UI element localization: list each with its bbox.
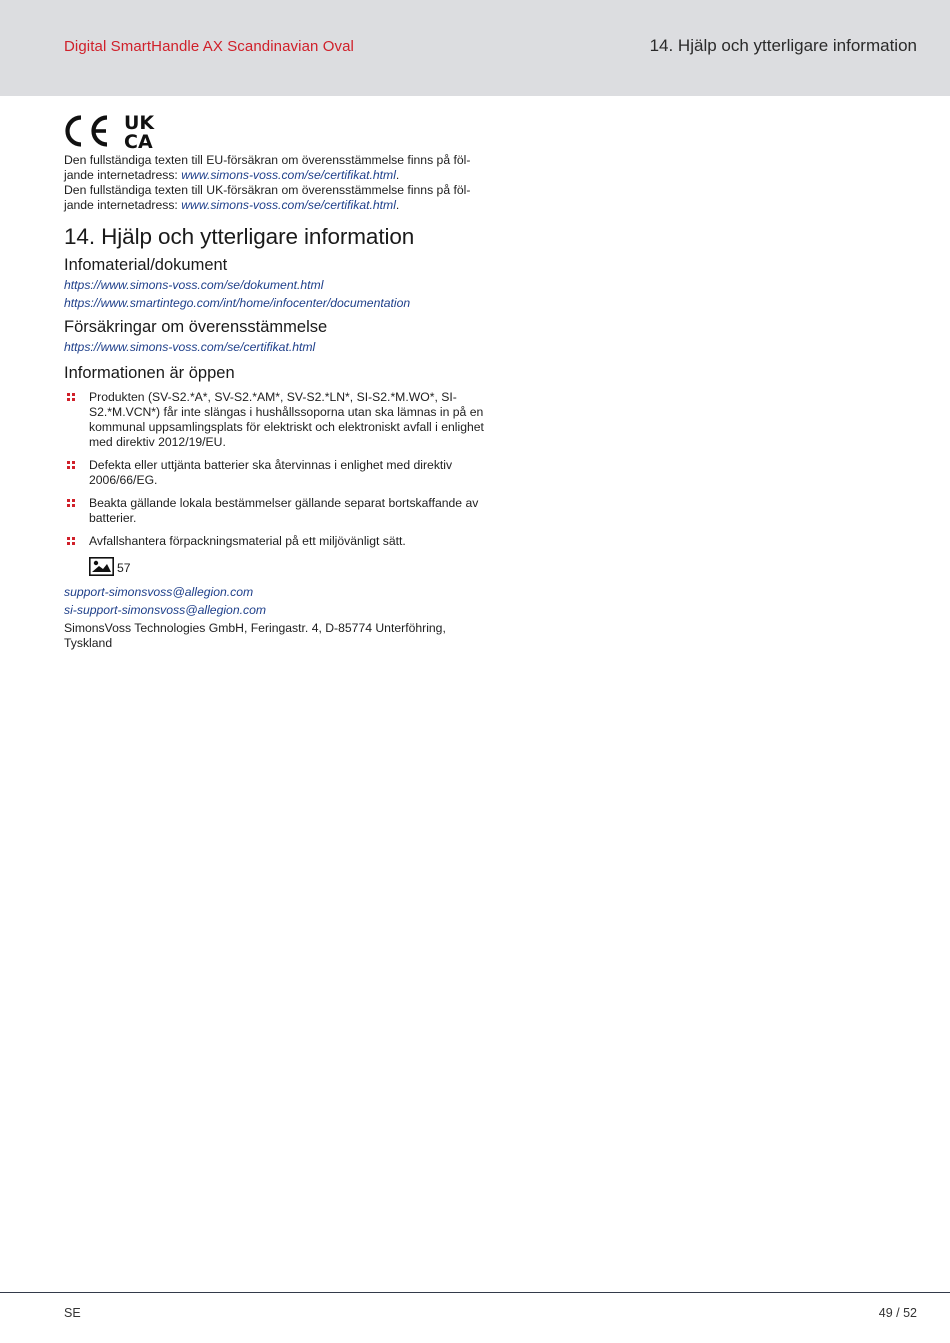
bullet-icon [67,499,75,507]
eu-declaration-link[interactable]: www.simons-voss.com/se/certifikat.html [181,168,396,182]
conformity-heading: Försäkringar om överensstämmelse [64,318,328,336]
chapter-title: 14. Hjälp och ytterligare information [649,36,917,55]
section-title: 14. Hjälp och ytterligare information [64,224,415,249]
ce-mark-icon [64,114,110,148]
company-address: SimonsVoss Technologies GmbH, Feringastr. 4, D-85774 Unterföhring, Tyskland [64,621,446,650]
bullet-icon [67,461,75,469]
ukca-mark-icon [124,113,164,149]
footer-language: SE [64,1306,81,1320]
bullet-icon [67,537,75,545]
conformity-link[interactable]: https://www.simons-voss.com/se/certifikat.html [64,340,316,354]
uk-declaration-link[interactable]: www.simons-voss.com/se/certifikat.html [181,198,396,212]
info-link-smartintego[interactable]: https://www.smartintego.com/int/home/infocenter/documentation [64,296,411,310]
list-item: Beakta gällande lokala bestämmelser gällande separat bortskaffande av batterier. [64,496,484,526]
footer-divider [0,1292,950,1293]
ukca-line1: UK [124,113,155,134]
list-item: Produkten (SV-S2.*A*, SV-S2.*AM*, SV-S2.*LN*, SI-S2.*M.WO*, SI-S2.*M.VCN*) får inte slängas i hushållssoporna utan ska lämnas in på en kommunal uppsamlingsplats för elektriskt och elektroniskt avfall i enlighet med direktiv 2012/19/EU. [64,390,484,450]
ukca-line2: CA [124,131,153,149]
info-heading: Infomaterial/dokument [64,256,228,274]
image-reference[interactable] [89,555,484,577]
page-number: 49 / 52 [878,1306,917,1320]
list-item: Defekta eller uttjänta batterier ska återvinnas i enlighet med direktiv 2006/66/EG. [64,458,484,488]
image-reference-number: 57 [117,561,131,575]
info-link-simonsvoss[interactable]: https://www.simons-voss.com/se/dokument.html [64,278,324,292]
conformity-marks [64,113,484,149]
product-name: Digital SmartHandle AX Scandinavian Oval [64,38,354,55]
disposal-list [64,390,484,549]
si-support-email[interactable]: si-support-simonsvoss@allegion.com [64,603,267,617]
list-item: Avfallshantera förpackningsmaterial på ett miljövänligt sätt. [64,534,484,549]
uk-declaration: Den fullständiga texten till UK-försäkran om överensstämmelse finns på föl- jande internetadress: www.simons-voss.com/se/certifikat.html. [64,183,471,212]
open-info-heading: Informationen är öppen [64,364,235,382]
page-content [64,113,484,651]
eu-declaration: Den fullständiga texten till EU-försäkran om överensstämmelse finns på föl- jande internetadress: www.simons-voss.com/se/certifikat.html. [64,153,471,182]
bullet-icon [67,393,75,401]
support-email[interactable]: support-simonsvoss@allegion.com [64,585,254,599]
page-header [0,0,950,96]
image-icon [89,557,114,576]
